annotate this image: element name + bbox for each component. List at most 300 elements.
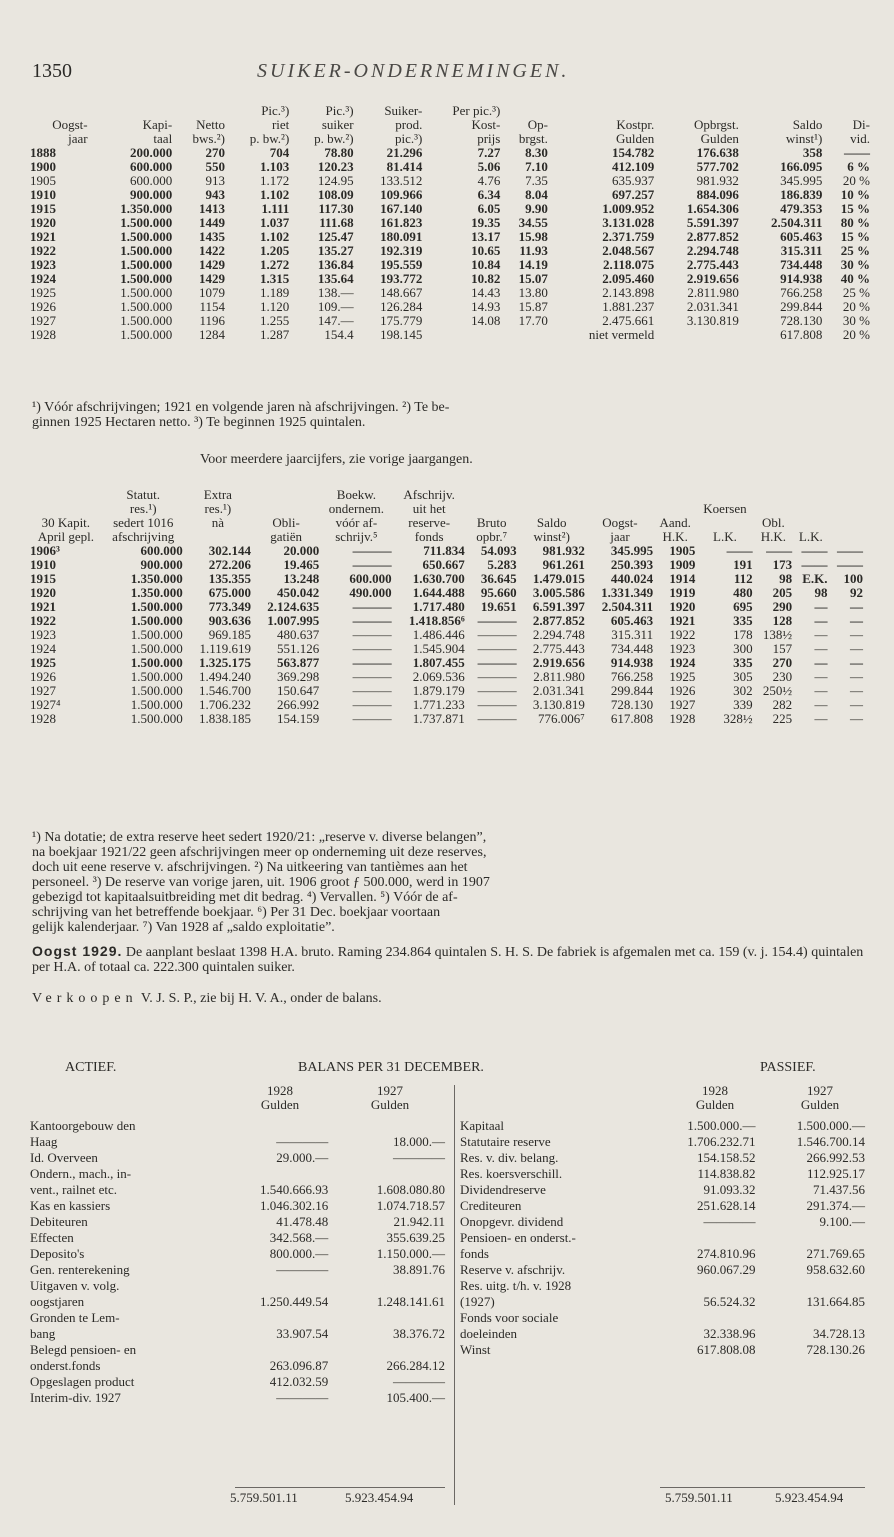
column-header	[519, 502, 587, 516]
balance-value-1927	[755, 1230, 865, 1246]
column-header: schrijv.⁵	[335, 529, 378, 544]
balance-value-1928: 412.032.59	[269, 1374, 329, 1389]
table-cell: 1.287	[260, 327, 290, 342]
table-cell: 903.636	[208, 613, 251, 628]
table-cell: 2.811.980	[533, 669, 585, 684]
table-cell: 335	[733, 655, 753, 670]
table-cell: 154.782	[612, 145, 655, 160]
table-cell: 479.353	[780, 201, 823, 216]
column-header	[185, 530, 253, 544]
actief-col-1928	[235, 1084, 325, 1112]
table-row	[30, 258, 870, 272]
table-cell: 617.808	[610, 711, 654, 726]
column-header: prod.	[395, 117, 423, 132]
balance-value-1928: 114.838.82	[697, 1166, 756, 1181]
table-cell: 3.130.819	[686, 313, 739, 328]
table-cell: 282	[772, 697, 793, 712]
table-cell: 1.350.000	[120, 201, 173, 216]
table-cell: 250½	[762, 683, 793, 698]
table-cell: 7.10	[525, 159, 548, 174]
table-cell: —	[814, 641, 828, 656]
table-cell: 1906³	[30, 543, 60, 558]
table-cell: 697.257	[612, 187, 655, 202]
table-cell: 1.545.904	[412, 641, 465, 656]
table-cell: 14.08	[471, 313, 501, 328]
table-cell: 270	[772, 655, 793, 670]
table-cell: 126.284	[380, 299, 423, 314]
table-cell: 1429	[198, 257, 225, 272]
table-cell: 13.248	[283, 571, 320, 586]
table-cell: ———	[352, 641, 392, 656]
column-header	[739, 104, 822, 118]
table-cell: 191	[733, 557, 753, 572]
balance-value-1927: 34.728.13	[813, 1326, 865, 1341]
balance-value-1927: 291.374.—	[806, 1198, 865, 1213]
column-header: riet	[271, 117, 290, 132]
table-cell: 1079	[198, 285, 225, 300]
table-row	[30, 216, 870, 230]
balance-value-1928: 29.000.—	[276, 1150, 329, 1165]
balance-value-1927: 728.130.26	[806, 1342, 865, 1357]
table-cell: 345.995	[610, 543, 654, 558]
table-cell: 315.311	[611, 627, 654, 642]
table-cell: 335	[733, 613, 753, 628]
table-cell: 120.23	[317, 159, 354, 174]
table-cell: 161.823	[380, 215, 423, 230]
table-cell: 15.98	[518, 229, 548, 244]
balance-value-1928: ————	[276, 1134, 329, 1149]
table-cell: 1.486.446	[412, 627, 465, 642]
balance-value-1927	[755, 1310, 865, 1326]
see-previous-years-note: Voor meerdere jaarcijfers, zie vorige jaargangen.	[200, 452, 473, 467]
balance-item-label: Belegd pensioen- en	[30, 1342, 137, 1357]
table-cell: —	[850, 641, 863, 656]
table-cell: 1.546.700	[198, 683, 251, 698]
balance-value-1928: 617.808.08	[696, 1342, 756, 1357]
table-cell: 1905	[30, 173, 56, 188]
page-header	[32, 60, 862, 88]
balance-row	[30, 1230, 445, 1246]
balance-item-label: Res. v. div. belang.	[460, 1150, 559, 1165]
table-cell: ———	[352, 613, 392, 628]
table-cell: 1.120	[260, 299, 290, 314]
table-cell: 112	[733, 571, 753, 586]
passief-side	[460, 1118, 865, 1358]
table-cell: 1.350.000	[130, 585, 183, 600]
table-cell: —	[850, 599, 863, 614]
table-cell: 1926	[669, 683, 696, 698]
table-cell: 15.07	[518, 271, 548, 286]
column-header: April gepl.	[37, 529, 95, 544]
header-row	[30, 104, 870, 118]
balance-row	[460, 1150, 865, 1166]
table-cell: 1.500.000	[120, 299, 173, 314]
balance-value-1927: 266.284.12	[386, 1358, 445, 1373]
table-cell: 1909	[669, 557, 696, 572]
table-cell: 98	[779, 571, 793, 586]
table-cell: 704	[269, 145, 290, 160]
table-cell: 1926	[30, 299, 56, 314]
table-cell: ——	[726, 543, 753, 558]
balance-row	[30, 1182, 445, 1198]
table-cell: ———	[352, 697, 392, 712]
table-cell: 551.126	[276, 641, 320, 656]
table-cell: 605.463	[610, 613, 654, 628]
table-cell: 192.319	[380, 243, 423, 258]
table-cell: 157	[772, 641, 793, 656]
actief-side	[30, 1118, 445, 1406]
table-cell: 1.500.000	[120, 215, 173, 230]
table-cell: 328½	[723, 711, 753, 726]
table-cell: 2.371.759	[602, 229, 655, 244]
balance-item-label: Kapitaal	[460, 1118, 505, 1133]
table-cell: 1924	[30, 271, 56, 286]
verkoopen-label: Verkoopen	[32, 991, 138, 1006]
table-cell: 773.349	[208, 599, 251, 614]
table-cell: 1422	[198, 243, 225, 258]
column-header: p. bw.²)	[314, 131, 354, 146]
balance-item-label: (1927)	[460, 1294, 495, 1309]
balance-row	[30, 1342, 445, 1358]
table-cell: 270	[205, 145, 225, 160]
column-header: Kostpr.	[616, 117, 655, 132]
column-header: Afschrijv.	[403, 487, 455, 502]
table-cell: 1.102	[260, 187, 290, 202]
table-cell: 1.500.000	[130, 683, 183, 698]
column-header: L.K.	[798, 529, 823, 544]
column-header	[822, 104, 870, 118]
table-cell: 1449	[198, 215, 225, 230]
passief-total-1927: 5.923.454.94	[775, 1490, 844, 1505]
table-cell: 299.844	[780, 299, 823, 314]
table-cell: 339	[733, 697, 753, 712]
table-row	[30, 314, 870, 328]
table-row	[30, 188, 870, 202]
table-cell: 135.355	[208, 571, 251, 586]
column-header	[88, 104, 173, 118]
table-cell: 299.844	[610, 683, 654, 698]
balance-value-1927: 1.608.080.80	[376, 1182, 445, 1197]
column-header	[697, 488, 754, 502]
table-cell: 1.500.000	[120, 285, 173, 300]
balance-item-label: Onopgevr. dividend	[460, 1214, 564, 1229]
balance-item-label: bang	[30, 1326, 56, 1341]
column-header: winst¹)	[785, 131, 823, 146]
table-cell: 1.102	[260, 229, 290, 244]
table-cell: 1.479.015	[532, 571, 585, 586]
table-cell: 109.966	[380, 187, 423, 202]
column-header	[30, 488, 104, 502]
column-header: Statut.	[126, 487, 161, 502]
table-cell	[654, 328, 739, 342]
balance-item-label: Pensioen- en onderst.-	[460, 1230, 576, 1245]
table-cell: 776.006⁷	[538, 711, 585, 726]
table-cell: 6.05	[477, 201, 501, 216]
table-cell: 1413	[198, 201, 225, 216]
balance-item-label: Opgeslagen product	[30, 1374, 135, 1389]
column-header: Netto	[196, 117, 225, 132]
column-header: Oogst-	[602, 515, 638, 530]
oogst-label: Oogst 1929.	[32, 943, 123, 959]
column-header: uit het	[412, 501, 446, 516]
table-cell: 734.448	[780, 257, 823, 272]
table-cell: 8.04	[525, 187, 548, 202]
table-cell: 1915	[30, 571, 56, 586]
table-cell: 302	[733, 683, 753, 698]
header-row	[30, 132, 870, 146]
balance-item-label: fonds	[460, 1246, 489, 1261]
table-cell: 728.130	[780, 313, 823, 328]
table-cell: ——	[837, 557, 863, 572]
page-title: SUIKER-ONDERNEMINGEN.	[257, 60, 570, 82]
column-header: Pic.³)	[261, 103, 290, 118]
balance-value-1927	[328, 1118, 445, 1134]
table-cell: 290	[772, 599, 793, 614]
balance-item-label: Uitgaven v. volg.	[30, 1278, 120, 1293]
table-cell: 2.124.635	[267, 599, 320, 614]
table-cell: 178	[733, 627, 753, 642]
table-cell: —	[814, 655, 828, 670]
table-cell: ———	[352, 627, 392, 642]
column-header	[830, 530, 866, 544]
balance-item-label: Effecten	[30, 1230, 74, 1245]
table-cell: 943	[205, 187, 225, 202]
table1-footnote-line: ¹) Vóór afschrijvingen; 1921 en volgende jaren nà afschrijvingen. ²) Te be-	[32, 400, 450, 415]
table-cell: 1.807.455	[412, 655, 465, 670]
balance-value-1928	[646, 1310, 756, 1326]
passief-table	[460, 1118, 865, 1358]
balance-value-1928: 1.540.666.93	[260, 1182, 329, 1197]
table-cell: 1905	[669, 543, 696, 558]
table-cell: 1927	[30, 683, 56, 698]
balance-value-1927: 18.000.—	[393, 1134, 445, 1149]
table-cell: 175.779	[380, 313, 423, 328]
column-header	[697, 516, 754, 530]
table1-footnote	[32, 400, 868, 430]
balance-item-label: Crediteuren	[460, 1198, 522, 1213]
column-header: Oogst-	[52, 117, 88, 132]
table-cell: 2.877.852	[686, 229, 739, 244]
table-cell: 138.—	[317, 285, 354, 300]
balance-value-1927: 1.150.000.—	[376, 1246, 445, 1261]
balance-item-label: oogstjaren	[30, 1294, 85, 1309]
table-cell: 7.35	[525, 173, 548, 188]
table-cell: ——	[844, 145, 870, 160]
table-cell: 1.189	[260, 285, 290, 300]
balance-value-1927: 105.400.—	[386, 1390, 445, 1405]
table-cell: 5.06	[477, 159, 501, 174]
balance-row	[460, 1342, 865, 1358]
table-cell: 1.111	[261, 201, 290, 216]
balance-value-1928: 251.628.14	[696, 1198, 756, 1213]
table-cell: 1927	[669, 697, 696, 712]
table-cell: 13.80	[518, 285, 548, 300]
table-cell: —	[814, 627, 828, 642]
balance-item-label: onderst.fonds	[30, 1358, 101, 1373]
balance-row	[460, 1246, 865, 1262]
balance-row	[460, 1134, 865, 1150]
column-header	[172, 104, 225, 118]
table-cell: 7.27	[477, 145, 501, 160]
table-cell: 205	[772, 585, 793, 600]
column-header: Extra	[203, 487, 232, 502]
balance-row	[30, 1294, 445, 1310]
table-cell: 92	[850, 585, 863, 600]
table-cell: 1922	[30, 243, 56, 258]
table-cell: 1196	[199, 313, 225, 328]
balance-value-1928: 32.338.96	[703, 1326, 756, 1341]
column-header	[548, 104, 654, 118]
column-header	[253, 488, 321, 502]
col-year: 1928	[702, 1083, 728, 1098]
table-cell: 14.19	[518, 257, 548, 272]
table-cell: 1921	[669, 613, 696, 628]
table-cell: 2.504.311	[771, 215, 823, 230]
table-cell: 2.031.341	[686, 299, 739, 314]
table-cell: 1.500.000	[120, 313, 173, 328]
table-row	[30, 572, 865, 586]
table-cell: 1927	[30, 313, 56, 328]
table-cell: —	[814, 711, 828, 726]
table-cell: ———	[352, 669, 392, 684]
footnote-line: doch uit eene reserve v. afschrijvingen. ²) Na uitkeering van tantièmes aan het	[32, 860, 468, 875]
balance-value-1928: 1.250.449.54	[260, 1294, 329, 1309]
table-cell: 5.591.397	[686, 215, 739, 230]
table-cell: 176.638	[696, 145, 739, 160]
table-cell: —	[814, 683, 828, 698]
table-cell: 250.393	[610, 557, 654, 572]
table-cell: 302.144	[208, 543, 251, 558]
balance-value-1927	[755, 1278, 865, 1294]
table-cell: 1.881.237	[602, 299, 655, 314]
table-cell: 1888	[30, 145, 56, 160]
balance-item-label: Res. koersverschill.	[460, 1166, 563, 1181]
table-cell: 193.772	[380, 271, 423, 286]
table-cell: 2.775.443	[686, 257, 739, 272]
table-cell: 635.937	[612, 173, 655, 188]
table-cell: 1914	[669, 571, 696, 586]
table-cell: 117.30	[318, 201, 354, 216]
table-cell: 2.919.656	[686, 271, 739, 286]
table-cell: 15 %	[840, 229, 870, 244]
table-cell: 766.258	[780, 285, 823, 300]
table-cell: 14.93	[471, 299, 501, 314]
table-cell: 1919	[669, 585, 696, 600]
table-cell: 1.119.619	[199, 641, 251, 656]
table-cell: 480	[733, 585, 753, 600]
table-cell: 1.494.240	[198, 669, 251, 684]
column-header: winst²)	[533, 529, 570, 544]
column-header: Aand.	[659, 515, 691, 530]
column-header	[830, 488, 866, 502]
balance-value-1928: 274.810.96	[696, 1246, 756, 1261]
table-cell: 734.448	[610, 641, 654, 656]
table-cell: 167.140	[380, 201, 423, 216]
table-cell: 600.000	[129, 159, 173, 174]
table-cell: 198.145	[380, 327, 423, 342]
table2-footnotes	[32, 830, 868, 935]
table-cell: ———	[352, 655, 392, 670]
table-cell: 315.311	[780, 243, 823, 258]
table-cell: ——	[801, 543, 828, 558]
balance-value-1927	[328, 1342, 445, 1358]
balance-value-1928	[646, 1278, 756, 1294]
footnote-line: personeel. ³) De reserve van vorige jaren, uit. 1906 groot ƒ 500.000, werd in 1907	[32, 875, 490, 890]
balance-value-1927	[328, 1278, 445, 1294]
balance-value-1928	[212, 1166, 329, 1182]
table-cell: 600.000	[129, 173, 173, 188]
balance-value-1927: 71.437.56	[813, 1182, 865, 1197]
col-unit: Gulden	[260, 1097, 300, 1112]
table-cell: 20 %	[842, 327, 870, 342]
table-cell: ———	[352, 599, 392, 614]
table-cell: 173	[772, 557, 793, 572]
column-header: H.K.	[760, 529, 786, 544]
table-cell: 2.294.748	[532, 627, 585, 642]
header-row	[30, 488, 865, 502]
header-row	[30, 530, 865, 544]
balance-row	[30, 1374, 445, 1390]
passief-total-1928: 5.759.501.11	[665, 1490, 733, 1505]
table-cell: 147.—	[317, 313, 354, 328]
table-cell: 1920	[669, 599, 696, 614]
balance-value-1928: 263.096.87	[269, 1358, 329, 1373]
table-cell: 81.414	[386, 159, 423, 174]
table-cell: 345.995	[780, 173, 823, 188]
balance-row	[30, 1198, 445, 1214]
table-cell: 1.255	[260, 313, 290, 328]
footnote-line: gebezigd tot kapitaalsuitbreiding met dit bedrag. ⁴) Vervallen. ⁵) Vóór de af-	[32, 890, 458, 905]
column-header: res.¹)	[204, 501, 232, 516]
column-header: vid.	[850, 131, 870, 146]
table-cell: 1910	[30, 557, 56, 572]
table-cell: 17.70	[518, 313, 548, 328]
table-cell: 10 %	[840, 187, 870, 202]
table-cell: 728.130	[610, 697, 654, 712]
balance-value-1928: 342.568.—	[269, 1230, 329, 1245]
table-cell: ———	[352, 711, 392, 726]
table-cell: 100	[843, 571, 863, 586]
table-cell: 1927⁴	[30, 697, 61, 712]
footnote-line: ¹) Na dotatie; de extra reserve heet sedert 1920/21: „reserve v. diverse belangen”,	[32, 830, 487, 845]
table-cell: 1.037	[260, 215, 290, 230]
table-cell: 2.775.443	[532, 641, 585, 656]
table-cell: 6.591.397	[532, 599, 585, 614]
table-cell: 961.261	[542, 557, 585, 572]
table-cell: 1920	[30, 585, 56, 600]
column-header: Koersen	[703, 501, 747, 516]
column-header	[30, 502, 104, 516]
table-cell: 1.879.179	[412, 683, 465, 698]
table-cell: 2.095.460	[602, 271, 655, 286]
table-cell: 180.091	[380, 229, 423, 244]
table-cell: 20 %	[842, 299, 870, 314]
table-row	[30, 300, 870, 314]
table-cell: 1.654.306	[686, 201, 739, 216]
balance-row	[30, 1118, 445, 1134]
table-cell: 135.64	[317, 271, 354, 286]
balance-row	[30, 1326, 445, 1342]
balance-item-label: Statutaire reserve	[460, 1134, 551, 1149]
table-cell: —	[814, 697, 828, 712]
table-cell: —	[850, 655, 863, 670]
balance-value-1927: 1.546.700.14	[796, 1134, 865, 1149]
table-cell: ——	[801, 557, 828, 572]
table-cell: 30 %	[840, 257, 870, 272]
col-unit: Gulden	[695, 1097, 735, 1112]
balance-row	[30, 1246, 445, 1262]
balance-row	[460, 1326, 865, 1342]
